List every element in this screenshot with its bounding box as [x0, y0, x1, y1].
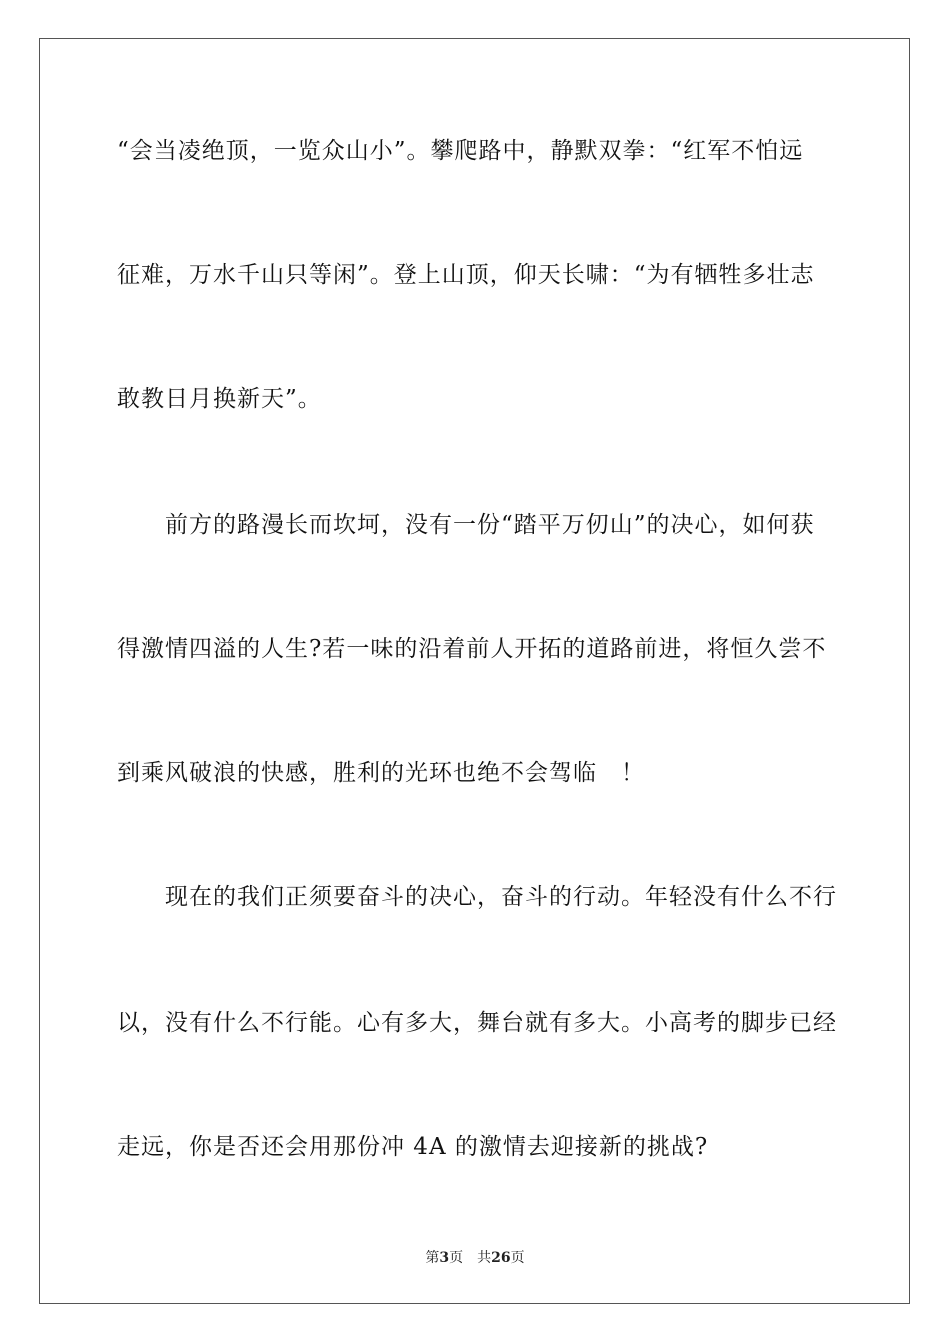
footer-prefix: 第	[425, 1250, 440, 1266]
footer-mid: 页 共	[449, 1250, 492, 1266]
page-border	[39, 38, 910, 1304]
text-line-5: 得激情四溢的人生?若一味的沿着前人开拓的道路前进，将恒久尝不	[117, 636, 827, 662]
text-line-6: 到乘风破浪的快感，胜利的光环也绝不会驾临 ！	[117, 760, 645, 786]
text-line-3: 敢教日月换新天”。	[117, 386, 322, 412]
total-page-count: 26	[491, 1250, 511, 1266]
text-line-2: 征难，万水千山只等闲”。登上山顶，仰天长啸：“为有牺牲多壮志	[117, 262, 815, 288]
text-line-9: 走远，你是否还会用那份冲 4A 的激情去迎接新的挑战?	[117, 1134, 709, 1160]
text-line-7: 现在的我们正须要奋斗的决心，奋斗的行动。年轻没有什么不行	[117, 884, 837, 910]
text-line-8: 以，没有什么不行能。心有多大，舞台就有多大。小高考的脚步已经	[117, 1010, 837, 1036]
page-footer	[0, 1247, 950, 1267]
text-line-4: 前方的路漫长而坎坷，没有一份“踏平万仞山”的决心，如何获	[117, 512, 815, 538]
text-line-1: “会当凌绝顶，一览众山小”。攀爬路中，静默双拳：“红军不怕远	[117, 138, 804, 164]
footer-suffix: 页	[510, 1250, 525, 1266]
current-page-number: 3	[439, 1250, 450, 1266]
